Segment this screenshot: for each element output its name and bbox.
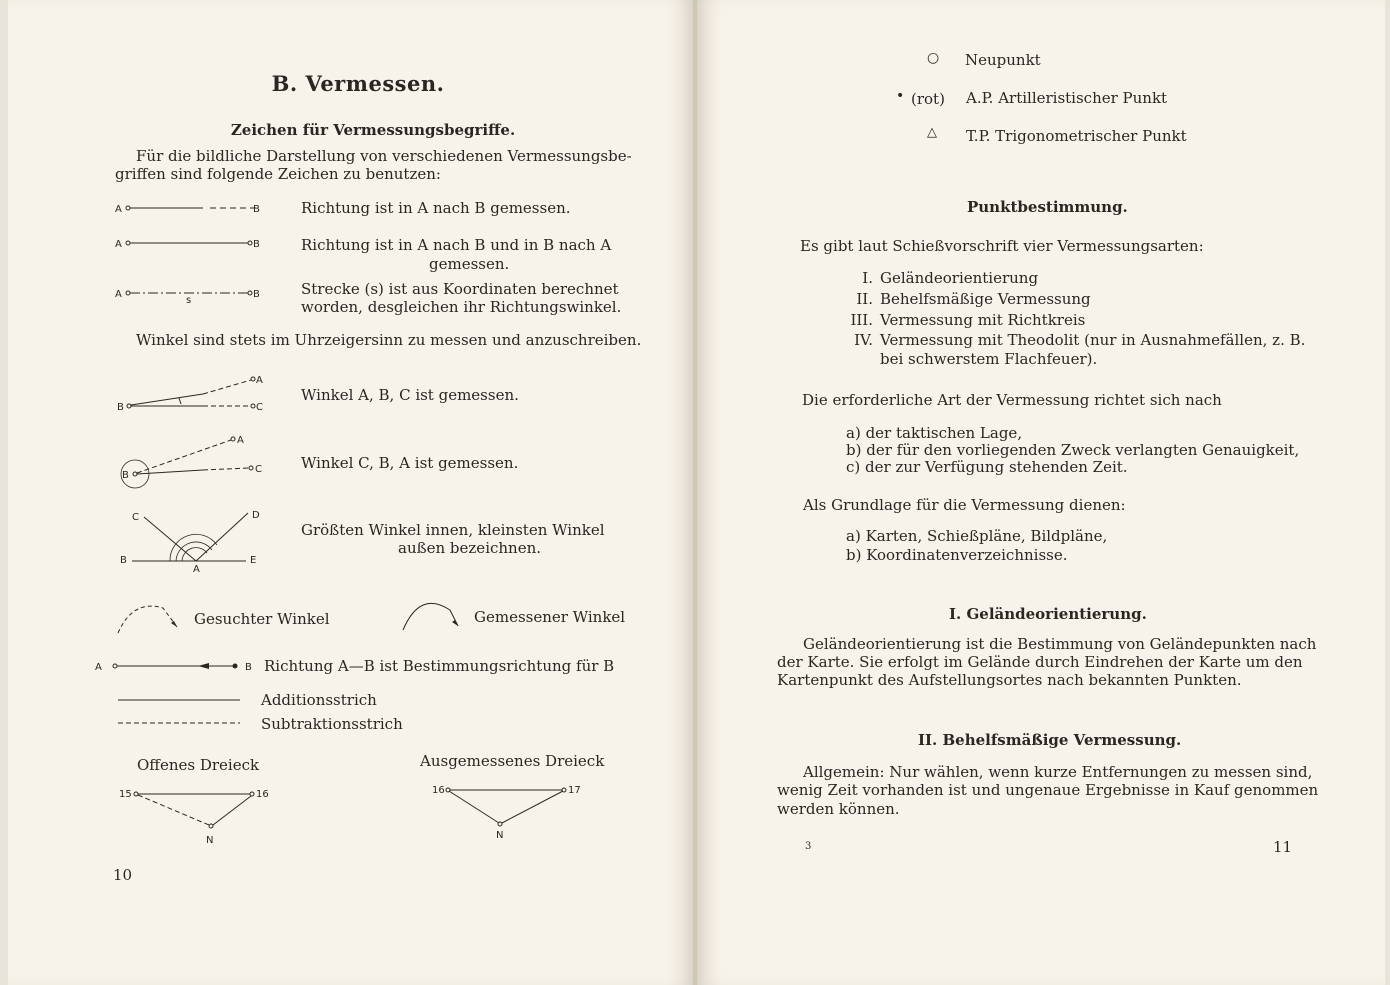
- label-a: A: [256, 375, 263, 386]
- artillery-point-icon: •: [896, 88, 905, 104]
- page-title: B. Vermessen.: [271, 71, 445, 96]
- label-17: 17: [568, 785, 581, 796]
- label-e: E: [250, 555, 257, 566]
- page-number: 11: [1273, 838, 1293, 856]
- direction-symbol-ab: [108, 198, 278, 222]
- angle-description: außen bezeichnen.: [398, 539, 542, 557]
- label-c: C: [255, 464, 262, 475]
- symbol-description: Richtung ist in A nach B gemessen.: [301, 199, 571, 217]
- label-c: C: [256, 402, 263, 413]
- paragraph-text: Kartenpunkt des Aufstellungsortes nach bekannten Punkten.: [777, 671, 1242, 689]
- label-a: A: [237, 435, 244, 446]
- section-heading: Punktbestimmung.: [967, 198, 1128, 216]
- list-item: Behelfsmäßige Vermessung: [880, 290, 1091, 308]
- stroke-samples: [116, 690, 246, 730]
- right-page: [697, 0, 1385, 985]
- angle-description: Größten Winkel innen, kleinsten Winkel: [301, 521, 605, 539]
- angle-description: Winkel C, B, A ist gemessen.: [301, 454, 519, 472]
- paragraph-text: wenig Zeit vorhanden ist und ungenaue Ergebnisse in Kauf genommen: [777, 781, 1319, 799]
- searched-angle-label: Gesuchter Winkel: [194, 610, 330, 628]
- list-item: Vermessung mit Theodolit (nur in Ausnahmefällen, z. B.: [880, 331, 1306, 349]
- section-heading: Zeichen für Vermessungsbegriffe.: [230, 121, 516, 139]
- label-15: 15: [119, 789, 132, 800]
- label-b: B: [253, 289, 260, 300]
- list-item: Geländeorientierung: [880, 269, 1039, 287]
- angle-description: Winkel A, B, C ist gemessen.: [301, 386, 519, 404]
- searched-angle-arc: [113, 603, 183, 638]
- paragraph-text: werden können.: [777, 800, 900, 818]
- label-16: 16: [432, 785, 445, 796]
- section-heading: II. Behelfsmäßige Vermessung.: [918, 731, 1182, 749]
- list-item: a) der taktischen Lage,: [846, 424, 1023, 442]
- open-triangle-label: Offenes Dreieck: [137, 756, 260, 774]
- left-page: [8, 0, 693, 985]
- label-n: N: [496, 830, 504, 841]
- list-number: I.: [862, 269, 873, 287]
- label-b: B: [120, 555, 127, 566]
- trig-point-icon: △: [927, 125, 937, 140]
- determination-direction-symbol: [93, 656, 263, 676]
- open-triangle-diagram: [118, 783, 278, 848]
- measured-triangle-label: Ausgemessenes Dreieck: [420, 752, 605, 770]
- label-a: A: [95, 662, 102, 673]
- list-item: a) Karten, Schießpläne, Bildpläne,: [846, 527, 1108, 545]
- label-b: B: [253, 239, 260, 250]
- measured-angle-arc: [398, 598, 468, 633]
- label-b: B: [117, 402, 124, 413]
- label-b: B: [245, 662, 252, 673]
- new-point-icon: ○: [927, 50, 940, 66]
- subtraction-label: Subtraktionsstrich: [261, 715, 403, 733]
- page-number: 10: [113, 866, 133, 884]
- label-a: A: [115, 289, 122, 300]
- paragraph-text: Als Grundlage für die Vermessung dienen:: [803, 496, 1126, 514]
- label-a: A: [115, 239, 122, 250]
- list-number: II.: [856, 290, 873, 308]
- list-item: b) Koordinatenverzeichnisse.: [846, 546, 1068, 564]
- legend-text: A.P. Artilleristischer Punkt: [966, 89, 1168, 107]
- list-number: III.: [850, 311, 873, 329]
- angle-cba-diagram: [113, 428, 273, 493]
- label-b: B: [253, 204, 260, 215]
- label-n: N: [206, 835, 214, 846]
- label-b: B: [122, 470, 129, 481]
- signature-mark: 3: [805, 841, 812, 852]
- label-s: s: [186, 295, 192, 306]
- angle-abc-diagram: [113, 368, 273, 413]
- list-item: Vermessung mit Richtkreis: [880, 311, 1086, 329]
- computed-distance-symbol: [108, 282, 278, 306]
- list-item: bei schwerstem Flachfeuer).: [880, 350, 1098, 368]
- direction-symbol-both: [108, 233, 278, 257]
- symbol-description: Richtung ist in A nach B und in B nach A: [301, 236, 612, 254]
- label-c: C: [132, 512, 139, 523]
- measured-triangle-diagram: [428, 778, 588, 843]
- measured-angle-label: Gemessener Winkel: [474, 608, 626, 626]
- angle-nested-diagram: [118, 505, 278, 575]
- addition-label: Additionsstrich: [261, 691, 377, 709]
- paragraph-text: der Karte. Sie erfolgt im Gelände durch Eindrehen der Karte um den: [777, 653, 1303, 671]
- legend-text: Neupunkt: [965, 51, 1041, 69]
- label-16: 16: [256, 789, 269, 800]
- symbol-description: worden, desgleichen ihr Richtungswinkel.: [301, 298, 622, 316]
- rule-text: Winkel sind stets im Uhrzeigersinn zu messen und anzuschreiben.: [136, 331, 642, 349]
- symbol-description: gemessen.: [429, 255, 510, 273]
- intro-text: griffen sind folgende Zeichen zu benutzen:: [115, 165, 441, 183]
- legend-prefix: (rot): [911, 90, 945, 108]
- list-item: b) der für den vorliegenden Zweck verlangten Genauigkeit,: [846, 441, 1300, 459]
- paragraph-text: Allgemein: Nur wählen, wenn kurze Entfernungen zu messen sind,: [803, 763, 1313, 781]
- list-item: c) der zur Verfügung stehenden Zeit.: [846, 458, 1128, 476]
- list-number: IV.: [854, 331, 873, 349]
- legend-text: T.P. Trigonometrischer Punkt: [966, 127, 1187, 145]
- label-a: A: [115, 204, 122, 215]
- direction-description: Richtung A—B ist Bestimmungsrichtung für B: [264, 657, 615, 675]
- section-heading: I. Geländeorientierung.: [949, 605, 1147, 623]
- paragraph-text: Es gibt laut Schießvorschrift vier Vermessungsarten:: [800, 237, 1204, 255]
- label-a: A: [193, 564, 200, 575]
- paragraph-text: Geländeorientierung ist die Bestimmung von Geländepunkten nach: [803, 635, 1317, 653]
- paragraph-text: Die erforderliche Art der Vermessung richtet sich nach: [802, 391, 1222, 409]
- intro-text: Für die bildliche Darstellung von verschiedenen Vermessungsbe-: [136, 147, 632, 165]
- label-d: D: [252, 510, 260, 521]
- symbol-description: Strecke (s) ist aus Koordinaten berechnet: [301, 280, 619, 298]
